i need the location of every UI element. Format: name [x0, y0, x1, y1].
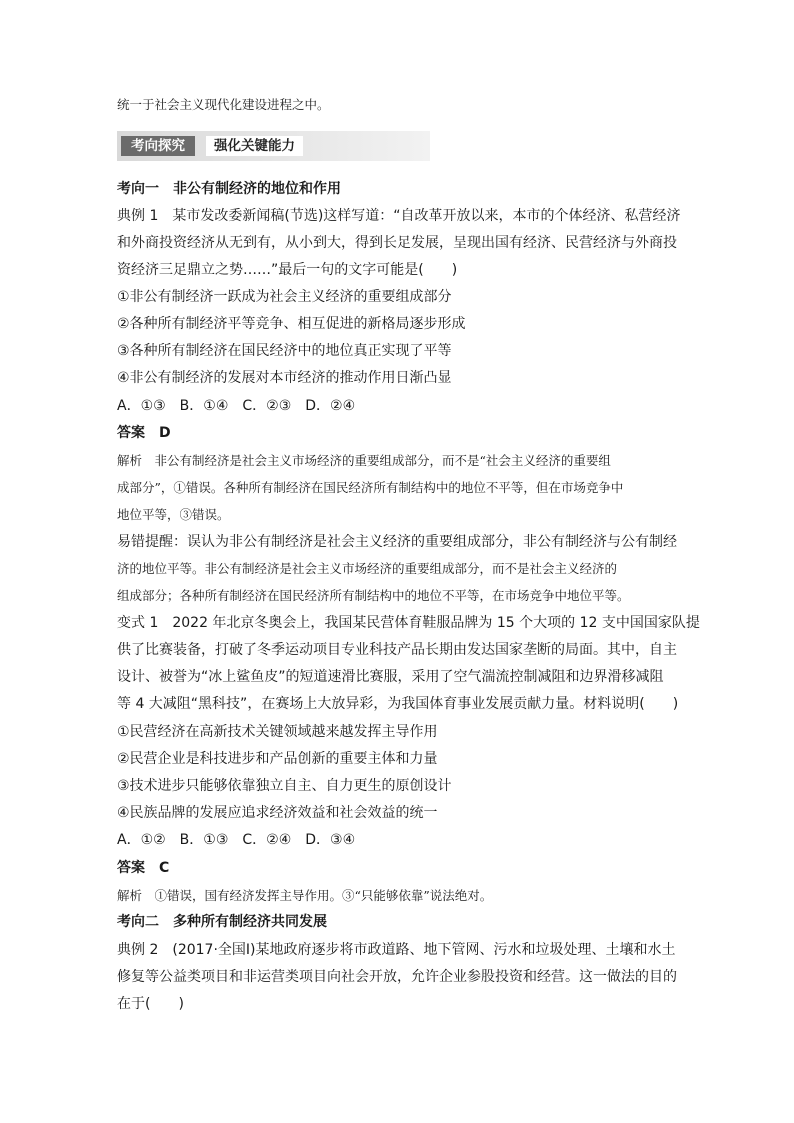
section-heading-1: 考向一 非公有制经济的地位和作用 — [117, 181, 341, 197]
variant-option-3: ③技术进步只能够依靠独立自主、自力更生的原创设计 — [117, 778, 452, 794]
banner-tag: 考向探究 — [121, 136, 195, 156]
variant-1-line-2: 供了比赛装备，打破了冬季运动项目专业科技产品长期由发达国家垄断的局面。其中，自主 — [117, 642, 677, 658]
choices-2: A．①② B．①③ C．②④ D．③④ — [117, 832, 356, 848]
option-item-3: ③各种所有制经济在国民经济中的地位真正实现了平等 — [117, 343, 452, 359]
continued-paragraph: 统一于社会主义现代化建设进程之中。 — [117, 97, 330, 112]
error-tip-line-3: 组成部分；各种所有制经济在国民经济所有制结构中的地位不平等，在市场竞争中地位平等。 — [117, 588, 630, 603]
example-1-line-2: 和外商投资经济从无到有，从小到大，得到长足发展，呈现出国有经济、民营经济与外商投 — [117, 235, 677, 251]
variant-1-line-1: 变式 1 2022 年北京冬奥会上，我国某民营体育鞋服品牌为 15 个大项的 12 支中国国家队提 — [117, 615, 700, 631]
example-1-line-3: 资经济三足鼎立之势……”最后一句的文字可能是( ) — [117, 262, 458, 278]
choices-1: A．①③ B．①④ C．②③ D．②④ — [117, 398, 356, 414]
answer-1: 答案 D — [117, 425, 171, 441]
analysis-1-line-2: 成部分”，①错误。各种所有制经济在国民经济所有制结构中的地位不平等，但在市场竞争中 — [117, 480, 624, 495]
error-tip-line-2: 济的地位平等。非公有制经济是社会主义市场经济的重要组成部分，而不是社会主义经济的 — [117, 561, 618, 576]
example-1-line-1: 典例 1 某市发改委新闻稿(节选)这样写道：“自改革开放以来，本市的个体经济、私营经济 — [117, 208, 681, 224]
example-2-line-1: 典例 2 (2017·全国Ⅰ)某地政府逐步将市政道路、地下管网、污水和垃圾处理、土壤和水土 — [117, 942, 676, 958]
option-item-4: ④非公有制经济的发展对本市经济的推动作用日渐凸显 — [117, 370, 452, 386]
option-item-1: ①非公有制经济一跃成为社会主义经济的重要组成部分 — [117, 289, 452, 305]
variant-1-line-3: 设计、被誉为“冰上鲨鱼皮”的短道速滑比赛服，采用了空气湍流控制减阻和边界滑移减阻 — [117, 669, 664, 685]
variant-1-line-4: 等 4 大减阻“黑科技”，在赛场上大放异彩，为我国体育事业发展贡献力量。材料说明( ) — [117, 696, 679, 712]
variant-option-1: ①民营经济在高新技术关键领域越来越发挥主导作用 — [117, 724, 438, 740]
example-2-line-2: 修复等公益类项目和非运营类项目向社会开放，允许企业参股投资和经营。这一做法的目的 — [117, 969, 677, 985]
variant-option-4: ④民族品牌的发展应追求经济效益和社会效益的统一 — [117, 805, 438, 821]
error-tip-line-1: 易错提醒：误认为非公有制经济是社会主义经济的重要组成部分，非公有制经济与公有制经 — [117, 534, 677, 550]
example-2-line-3: 在于( ) — [117, 996, 184, 1012]
section-banner — [117, 131, 430, 161]
analysis-2: 解析 ①错误，国有经济发挥主导作用。③“只能够依靠”说法绝对。 — [117, 888, 493, 903]
analysis-1-line-1: 解析 非公有制经济是社会主义市场经济的重要组成部分，而不是“社会主义经济的重要组 — [117, 453, 611, 468]
section-heading-2: 考向二 多种所有制经济共同发展 — [117, 914, 327, 930]
answer-2: 答案 C — [117, 860, 170, 876]
banner-subtitle: 强化关键能力 — [206, 136, 303, 156]
option-item-2: ②各种所有制经济平等竞争、相互促进的新格局逐步形成 — [117, 316, 466, 332]
variant-option-2: ②民营企业是科技进步和产品创新的重要主体和力量 — [117, 751, 438, 767]
analysis-1-line-3: 地位平等，③错误。 — [117, 507, 230, 522]
